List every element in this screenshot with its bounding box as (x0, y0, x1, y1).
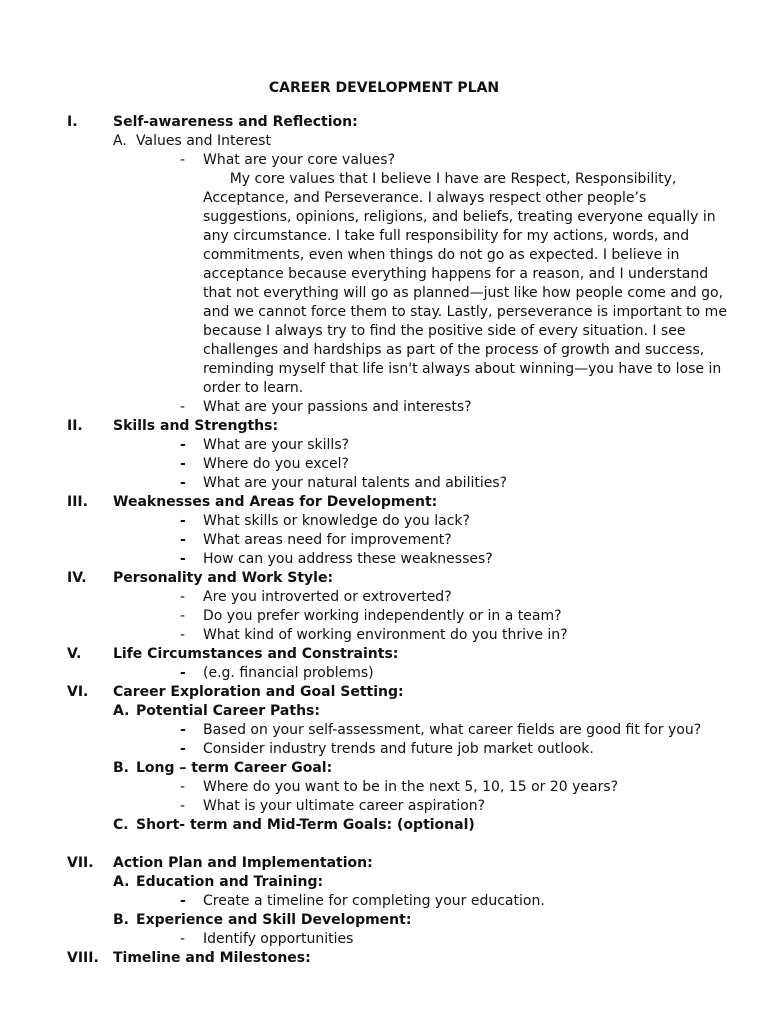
dash-bullet: - (180, 456, 186, 472)
paragraph-line: order to learn. (203, 380, 304, 396)
section-heading: Life Circumstances and Constraints: (113, 646, 399, 662)
dash-bullet: - (180, 551, 186, 567)
section-number: I. (67, 114, 78, 130)
dash-bullet: - (180, 931, 186, 947)
list-item-text: What skills or knowledge do you lack? (203, 513, 470, 529)
subsection-letter: B. (113, 912, 129, 928)
list-item-text: Do you prefer working independently or in a team? (203, 608, 562, 624)
paragraph-line: that not everything will go as planned—just like how people come and go, (203, 285, 724, 301)
paragraph-line: any circumstance. I take full responsibility for my actions, words, and (203, 228, 690, 244)
dash-bullet: - (180, 513, 186, 529)
subsection-letter: C. (113, 817, 129, 833)
section-heading: Action Plan and Implementation: (113, 855, 373, 871)
list-item-text: Are you introverted or extroverted? (203, 589, 452, 605)
section-heading: Weaknesses and Areas for Development: (113, 494, 438, 510)
section-number: VII. (67, 855, 94, 871)
dash-bullet: - (180, 798, 186, 814)
section-heading: Timeline and Milestones: (113, 950, 311, 966)
list-item-text: What areas need for improvement? (203, 532, 452, 548)
dash-bullet: - (180, 779, 186, 795)
list-item-text: Where do you want to be in the next 5, 10, 15 or 20 years? (203, 779, 619, 795)
dash-bullet: - (180, 741, 186, 757)
subsection-text: Potential Career Paths: (136, 703, 320, 719)
list-item-text: Consider industry trends and future job market outlook. (203, 741, 594, 757)
dash-bullet: - (180, 532, 186, 548)
paragraph-line: acceptance because everything happens for a reason, and I understand (203, 266, 709, 282)
list-item-text: (e.g. financial problems) (203, 665, 374, 681)
section-heading: Skills and Strengths: (113, 418, 279, 434)
paragraph-line: because I always try to find the positive side of every situation. I see (203, 323, 686, 339)
paragraph-line: suggestions, opinions, religions, and beliefs, treating everyone equally in (203, 209, 716, 225)
section-number: IV. (67, 570, 87, 586)
paragraph-line: reminding myself that life isn't always about winning—you have to lose in (203, 361, 722, 377)
section-heading: Self-awareness and Reflection: (113, 114, 358, 130)
subsection-letter: A. (113, 703, 130, 719)
paragraph-line: challenges and hardships as part of the process of growth and success, (203, 342, 705, 358)
dash-bullet: - (180, 589, 186, 605)
section-number: V. (67, 646, 82, 662)
dash-bullet: - (180, 722, 186, 738)
subsection-letter: A. (113, 133, 127, 149)
paragraph-line: commitments, even when things do not go as expected. I believe in (203, 247, 680, 263)
section-number: III. (67, 494, 88, 510)
section-number: II. (67, 418, 83, 434)
subsection-text: Short- term and Mid-Term Goals: (optional) (136, 817, 475, 833)
section-heading: Career Exploration and Goal Setting: (113, 684, 404, 700)
list-item-text: Where do you excel? (203, 456, 349, 472)
subsection-letter: A. (113, 874, 130, 890)
list-item-text: Based on your self-assessment, what career fields are good fit for you? (203, 722, 702, 738)
core-values-paragraph (203, 170, 728, 398)
dash-bullet: - (180, 475, 186, 491)
dash-bullet: - (180, 152, 186, 168)
list-item-text: What are your passions and interests? (203, 399, 472, 415)
dash-bullet: - (180, 665, 186, 681)
subsection-letter: B. (113, 760, 129, 776)
dash-bullet: - (180, 608, 186, 624)
subsection-text: Experience and Skill Development: (136, 912, 412, 928)
subsection-text: Education and Training: (136, 874, 324, 890)
list-item-text: What are your skills? (203, 437, 350, 453)
section-number: VIII. (67, 950, 99, 966)
list-item-text: What is your ultimate career aspiration? (203, 798, 486, 814)
dash-bullet: - (180, 627, 186, 643)
list-item-text: How can you address these weaknesses? (203, 551, 493, 567)
paragraph-line: My core values that I believe I have are Respect, Responsibility, (203, 171, 677, 187)
section-number: VI. (67, 684, 89, 700)
paragraph-line: Acceptance, and Perseverance. I always respect other people’s (203, 190, 647, 206)
dash-bullet: - (180, 893, 186, 909)
section-heading: Personality and Work Style: (113, 570, 334, 586)
list-item-text: What are your core values? (203, 152, 395, 168)
list-item-text: Identify opportunities (203, 931, 354, 947)
list-item-text: What are your natural talents and abilities? (203, 475, 508, 491)
subsection-text: Values and Interest (136, 133, 271, 149)
document-title: CAREER DEVELOPMENT PLAN (268, 80, 500, 96)
list-item-text: What kind of working environment do you thrive in? (203, 627, 568, 643)
dash-bullet: - (180, 399, 186, 415)
paragraph-line: and we cannot force them to stay. Lastly, perseverance is important to me (203, 304, 727, 320)
list-item-text: Create a timeline for completing your education. (203, 893, 545, 909)
dash-bullet: - (180, 437, 186, 453)
subsection-text: Long – term Career Goal: (136, 760, 333, 776)
